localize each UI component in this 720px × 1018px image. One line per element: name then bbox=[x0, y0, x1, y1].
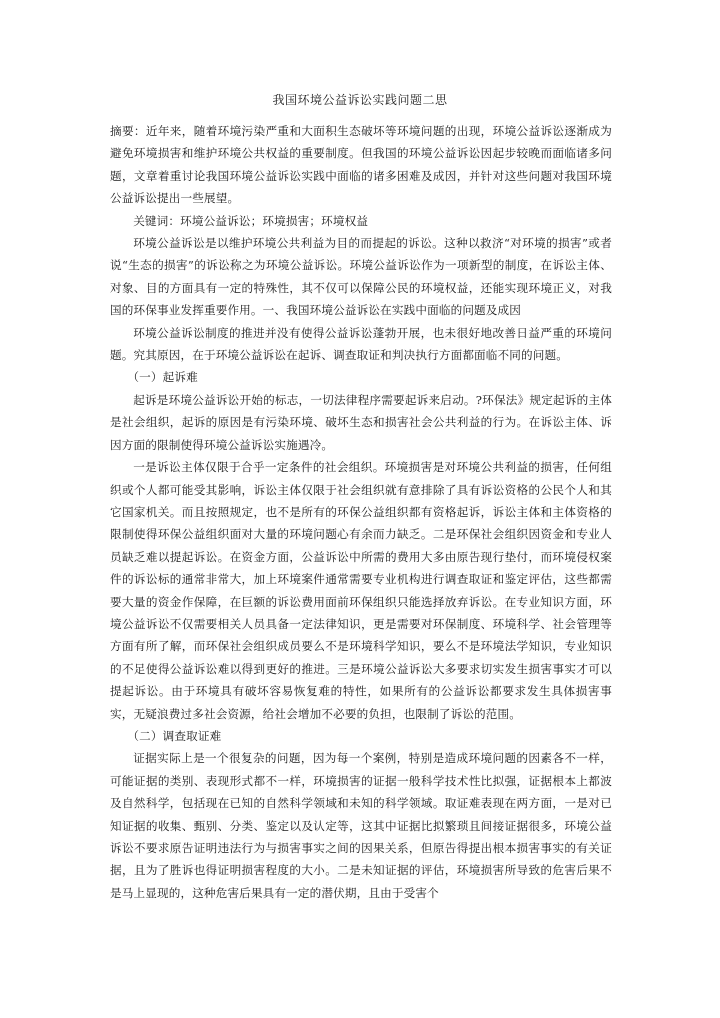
document-body bbox=[110, 120, 612, 904]
sue-paragraph-2: 一是诉讼主体仅限于合乎一定条件的社会组织。环境损害是对环境公共利益的损害，任何组织或个人都可能受其影响，诉讼主体仅限于社会组织就有意排除了具有诉讼资格的公民个人和其它国家机关。而且按照规定，也不是所有的环保公益组织都有资格起诉，诉讼主体和主体资格的限制使得环保公益组织面对大量的环境问题心有余而力缺乏。二是环保社会组织因资金和专业人员缺乏难以提起诉讼。在资金方面，公益诉讼中所需的费用大多由原告现行垫付，而环境侵权案件的诉讼标的通常非常大，加上环境案件通常需要专业机构进行调查取证和鉴定评估，这些都需要大量的资金作保障，在巨额的诉讼费用面前环保组织只能选择放弃诉讼。在专业知识方面，环境公益诉讼不仅需要相关人员具备一定法律知识，更是需要对环保制度、环境科学、社会管理等方面有所了解，而环保社会组织成员要么不是环境科学知识，要么不是环境法学知识，专业知识的不足使得公益诉讼难以得到更好的推进。三是环境公益诉讼大多要求切实发生损害事实才可以提起诉讼。由于环境具有破坏容易恢复难的特性，如果所有的公益诉讼都要求发生具体损害事实，无疑浪费过多社会资源，给社会增加不必要的负担，也限制了诉讼的范围。 bbox=[110, 460, 612, 721]
keywords-line: 关键词：环境公益诉讼；环境损害；环境权益 bbox=[133, 213, 369, 228]
section-heading-sue: （一）起诉难 bbox=[127, 370, 198, 385]
section-heading-evidence: （二）调查取证难 bbox=[127, 728, 222, 743]
document-title: 我国环境公益诉讼实践问题二思 bbox=[272, 93, 448, 107]
sue-paragraph-1: 起诉是环境公益诉讼开始的标志，一切法律程序需要起诉来启动。?环保法》规定起诉的主体是社会组织，起诉的原因是有污染环境、破坏生态和损害社会公共利益的行为。在诉讼主体、诉因方面的限制使得环境公益诉讼实施遇冷。 bbox=[110, 392, 612, 452]
intro-paragraph: 环境公益诉讼是以维护环境公共利益为目的而提起的诉讼。这种以救济“对环境的损害”或者说“生态的损害”的诉讼称之为环境公益诉讼。环境公益诉讼作为一项新型的制度，在诉讼主体、对象、目的方面具有一定的特殊性，其不仅可以保障公民的环境权益，还能实现环境正义，对我国的环保事业发挥重要作用。一、我国环境公益诉讼在实践中面临的问题及成因 bbox=[110, 236, 612, 318]
overview-paragraph: 环境公益诉讼制度的推进并没有使得公益诉讼蓬勃开展，也未很好地改善日益严重的环境问题。究其原因，在于环境公益诉讼在起诉、调查取证和判决执行方面都面临不同的问题。 bbox=[110, 325, 612, 363]
evidence-paragraph: 证据实际上是一个很复杂的问题，因为每一个案例，特别是造成环境问题的因素各不一样，可能证据的类别、表现形式都不一样，环境损害的证据一般科学技术性比拟强，证据根本上都波及自然科学，包括现在已知的自然科学领域和未知的科学领域。取证难表现在两方面，一是对已知证据的收集、甄别、分类、鉴定以及认定等，这其中证据比拟繁琐且间接证据很多，环境公益诉讼不要求原告证明违法行为与损害事实之间的因果关系，但原告得提出根本损害事实的有关证据，且为了胜诉也得证明损害程度的大小。二是未知证据的评估，环境损害所导致的危害后果不是马上显现的，这种危害后果具有一定的潜伏期，且由于受害个 bbox=[110, 751, 612, 900]
abstract-paragraph: 摘要：近年来，随着环境污染严重和大面积生态破坏等环境问题的出现，环境公益诉讼逐渐成为避免环境损害和维护环境公共权益的重要制度。但我国的环境公益诉讼因起步较晚而面临诸多问题，文章着重讨论我国环境公益诉讼实践中面临的诸多困难及成因，并针对这些问题对我国环境公益诉讼提出一些展望。 bbox=[110, 124, 612, 206]
